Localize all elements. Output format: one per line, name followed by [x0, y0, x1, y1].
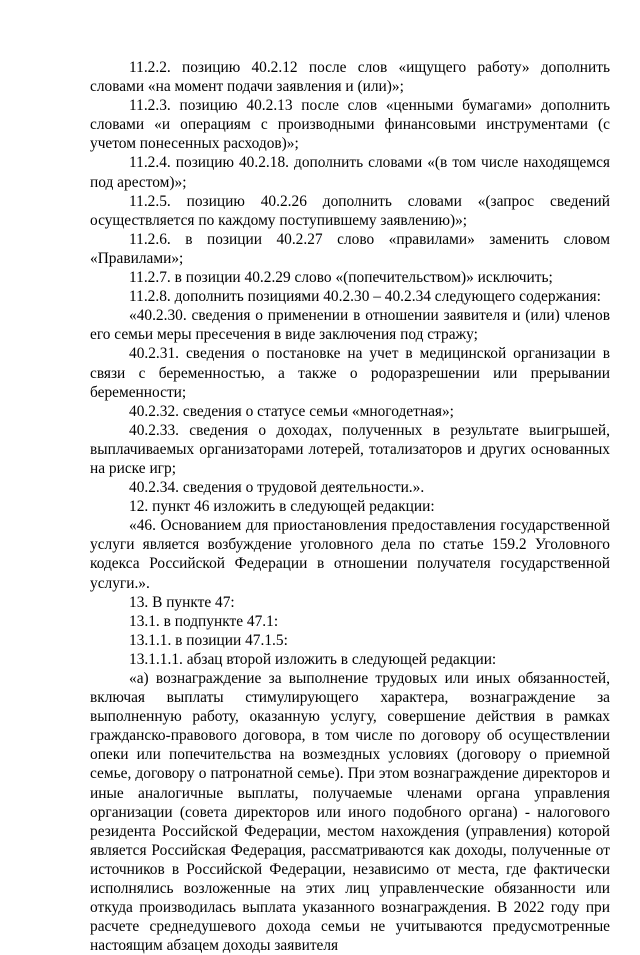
- paragraph-13-1: 13.1. в подпункте 47.1:: [129, 612, 279, 630]
- paragraph-40-2-32: 40.2.32. сведения о статусе семьи «многодетная»;: [129, 402, 454, 420]
- paragraph-13: 13. В пункте 47:: [129, 593, 235, 611]
- paragraph-11-2-4: 11.2.4. позицию 40.2.18. дополнить словами «(в том числе находящемся под арестом)»;: [90, 154, 610, 191]
- paragraph-12: 12. пункт 46 изложить в следующей редакции:: [129, 498, 435, 516]
- paragraph-11-2-8: 11.2.8. дополнить позициями 40.2.30 – 40.2.34 следующего содержания:: [129, 288, 601, 306]
- paragraph-40-2-33: 40.2.33. сведения о доходах, полученных в результате выигрышей, выплачиваемых организаторами лотерей, тотализаторов и других основанных на риске игр;: [90, 421, 610, 477]
- paragraph-46: «46. Основанием для приостановления предоставления государственной услуги является возбуждение уголовного дела по статье 159.2 Уголовного кодекса Российской Федерации в отношении получателя государственной услуги.».: [90, 517, 610, 592]
- document-body: [90, 58, 610, 955]
- paragraph-11-2-6: 11.2.6. в позиции 40.2.27 слово «правилами» заменить словом «Правилами»;: [90, 230, 610, 267]
- paragraph-11-2-5: 11.2.5. позицию 40.2.26 дополнить словами «(запрос сведений осуществляется по каждому поступившему заявлению)»;: [90, 192, 610, 229]
- paragraph-40-2-30: «40.2.30. сведения о применении в отношении заявителя и (или) членов его семьи меры пресечения в виде заключения под стражу;: [90, 307, 610, 344]
- paragraph-11-2-3: 11.2.3. позицию 40.2.13 после слов «ценными бумагами» дополнить словами «и операциям с производными финансовыми инструментами (с учетом понесенных расходов)»;: [90, 97, 610, 153]
- paragraph-11-2-7: 11.2.7. в позиции 40.2.29 слово «(попечительством)» исключить;: [129, 269, 553, 287]
- paragraph-13-1-1: 13.1.1. в позиции 47.1.5:: [129, 631, 288, 649]
- paragraph-40-2-31: 40.2.31. сведения о постановке на учет в медицинской организации в связи с беременностью, а также о родоразрешении или прерывании беременности;: [90, 345, 610, 401]
- paragraph-13-1-1-1: 13.1.1.1. абзац второй изложить в следующей редакции:: [129, 650, 497, 668]
- paragraph-40-2-34: 40.2.34. сведения о трудовой деятельности.».: [129, 479, 425, 497]
- paragraph-11-2-2: 11.2.2. позицию 40.2.12 после слов «ищущего работу» дополнить словами «на момент подачи заявления и (или)»;: [90, 59, 610, 96]
- paragraph-subclause-a: «а) вознаграждение за выполнение трудовых или иных обязанностей, включая выплаты стимулирующего характера, вознаграждение за выполненную работу, оказанную услугу, совершение действия в рамках гражданско-правового договора, в том числе по договору об осуществлении опеки или попечительства на возмездных условиях (договору о приемной семье, договору о патронатной семье). При этом вознаграждение директоров и иные аналогичные выплаты, получаемые членами органа управления организации (совета директоров или иного подобного органа) - налогового резидента Российской Федерации, местом нахождения (управления) которой является Российская Федерация, рассматриваются как доходы, полученные от источников в Российской Федерации, независимо от места, где фактически исполнялись возложенные на этих лиц управленческие обязанности или откуда производилась выплата указанного вознаграждения. В 2022 году при расчете среднедушевого дохода семьи не учитываются предусмотренные настоящим абзацем доходы заявителя: [90, 670, 610, 955]
